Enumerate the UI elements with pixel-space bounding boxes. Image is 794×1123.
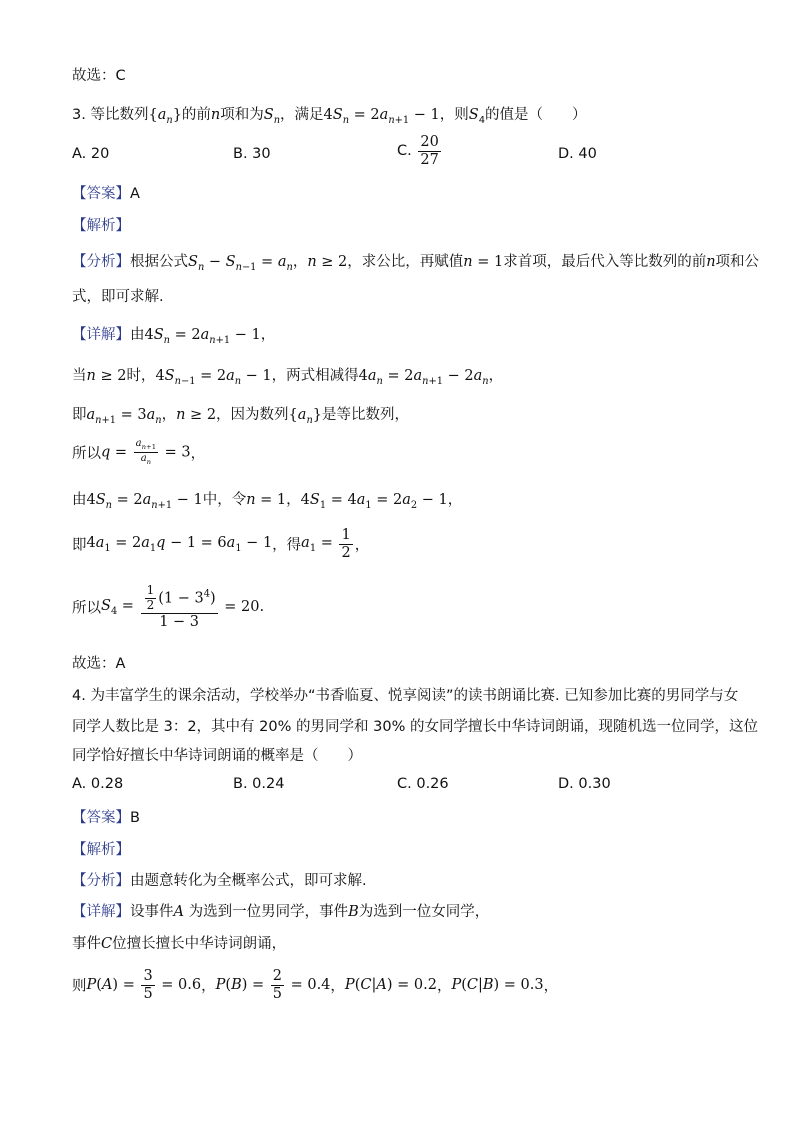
analysis-tag: 【解析】 (72, 218, 130, 234)
answer-line: 【答案】B (72, 810, 140, 826)
question-4-stem-2: 同学人数比是 3：2，其中有 20% 的男同学和 30% 的女同学擅长中华诗词朗诵，现随机选一位同学，这位 (72, 719, 758, 735)
question-3-stem: 3. 等比数列$\{a_n\}$的前n项和为$S_n$，满足$4S_n = 2a_{n+1} - 1$，则$S_4$的值是（ ） (72, 107, 587, 126)
fenxi-line: 【分析】由题意转化为全概率公式，即可求解. (72, 873, 367, 889)
option-a: A. 20 (72, 146, 110, 162)
detail-line-2: 事件C位擅长擅长中华诗词朗诵， (72, 936, 287, 952)
detail-line-3: 则P(A) = $\frac{3}{5}$ = 0.6，P(B) = $\frac{2}{5}$ = 0.4，P(C|A) = 0.2，P(C|B) = 0.3， (72, 968, 559, 1002)
option-b: B. 0.24 (233, 776, 285, 792)
detail-line-1: 【详解】由$4S_n = 2a_{n+1} - 1$， (72, 327, 276, 346)
option-d: D. 40 (558, 146, 597, 162)
analysis-tag: 【解析】 (72, 842, 130, 858)
question-4-stem-1: 4. 为丰富学生的课余活动，学校举办“书香临夏、悦享阅读”的读书朗诵比赛. 已知参加比赛的男同学与女 (72, 688, 739, 704)
detail-line-7: 所以$S_4$ = $\frac{1}{2}$ $(1 - 3^4)$ 1 − 3 = 20. (72, 583, 265, 630)
previous-answer: 故选：C (72, 68, 126, 84)
option-b: B. 30 (233, 146, 271, 162)
conclusion: 故选：A (72, 656, 126, 672)
detail-line-1: 【详解】设事件A 为选到一位男同学，事件B为选到一位女同学， (72, 904, 490, 920)
detail-line-5: 由$4S_n = 2a_{n+1} - 1$中，令n = 1，$4S_1 = 4a_1 = 2a_2 - 1$， (72, 492, 463, 511)
fenxi-line-1: 【分析】根据公式$S_n - S_{n-1} = a_n$，n ≥ 2，求公比，再赋值n = 1求首项，最后代入等比数列的前n项和公 (72, 254, 760, 273)
option-a: A. 0.28 (72, 776, 124, 792)
detail-line-3: 即$a_{n+1} = 3a_n$，n ≥ 2，因为数列$\{a_n\}$是等比数列， (72, 407, 410, 426)
fenxi-line-2: 式，即可求解. (72, 289, 164, 305)
option-d: D. 0.30 (558, 776, 611, 792)
detail-line-2: 当n ≥ 2时，$4S_{n-1} = 2a_n - 1$，两式相减得$4a_n = 2a_{n+1} - 2a_n$， (72, 368, 504, 387)
option-c: C. $\frac{20}{27}$ (397, 134, 439, 168)
option-c: C. 0.26 (397, 776, 449, 792)
detail-line-6: 即$4a_1 = 2a_1q - 1 = 6a_1 - 1$，得$a_1$ = $\frac{1}{2}$ ， (72, 527, 370, 561)
question-4-stem-3: 同学恰好擅长中华诗词朗诵的概率是（ ） (72, 748, 362, 764)
detail-line-4: 所以q = $\frac{a_{n+1}}{a_n}$ = 3， (72, 438, 206, 466)
answer-line: 【答案】A (72, 186, 140, 202)
